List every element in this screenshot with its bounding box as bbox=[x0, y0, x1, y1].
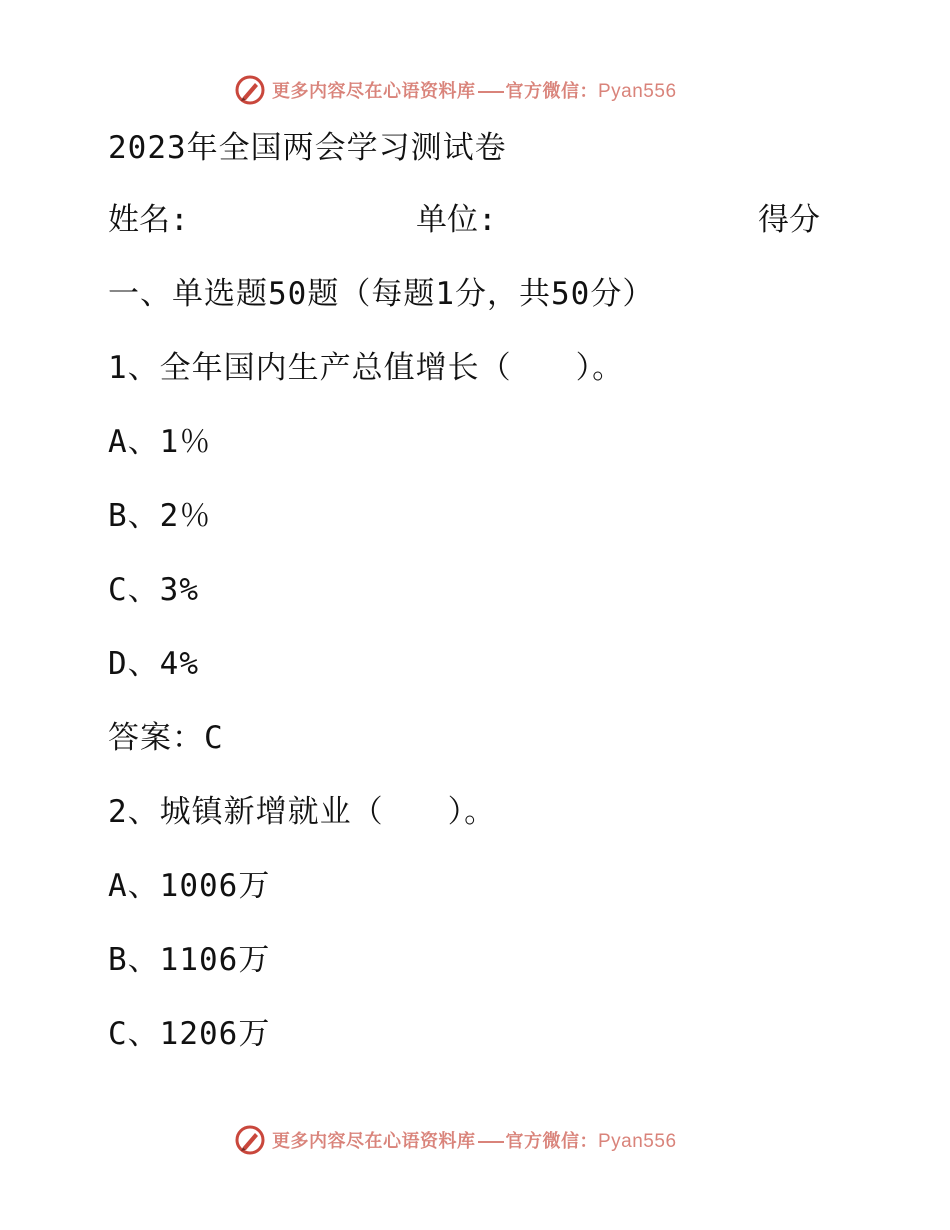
pen-logo-icon bbox=[234, 74, 266, 106]
watermark-separator bbox=[478, 1141, 504, 1143]
question-option: A、1％ bbox=[108, 424, 212, 460]
name-label: 姓名: bbox=[108, 202, 189, 238]
watermark-separator bbox=[478, 91, 504, 93]
question-option: C、3% bbox=[108, 572, 199, 608]
footer-watermark bbox=[234, 1122, 677, 1158]
watermark-official-text: 官方微信： bbox=[505, 1131, 598, 1152]
watermark-wechat-id: Pyan556 bbox=[598, 1131, 677, 1152]
question-option: D、4% bbox=[108, 646, 199, 682]
watermark-main-text: 更多内容尽在心语资料库 bbox=[272, 1131, 476, 1152]
unit-label: 单位: bbox=[416, 202, 497, 238]
score-label: 得分 bbox=[758, 202, 820, 238]
question-answer: 答案：C bbox=[108, 720, 224, 756]
question-option: B、2％ bbox=[108, 498, 212, 534]
question-option: A、1006万 bbox=[108, 868, 271, 904]
question-stem: 1、全年国内生产总值增长（ ）。 bbox=[108, 350, 625, 386]
header-watermark bbox=[234, 72, 677, 108]
document-title: 2023年全国两会学习测试卷 bbox=[108, 130, 507, 166]
question-option: B、1106万 bbox=[108, 942, 271, 978]
watermark-main-text: 更多内容尽在心语资料库 bbox=[272, 81, 476, 102]
section-heading: 一、单选题50题（每题1分，共50分） bbox=[108, 276, 655, 312]
question-stem: 2、城镇新增就业（ ）。 bbox=[108, 794, 497, 830]
watermark-wechat-id: Pyan556 bbox=[598, 81, 677, 102]
pen-logo-icon bbox=[234, 1124, 266, 1156]
question-option: C、1206万 bbox=[108, 1016, 271, 1052]
info-fields-row bbox=[108, 200, 828, 240]
watermark-official-text: 官方微信： bbox=[505, 81, 598, 102]
